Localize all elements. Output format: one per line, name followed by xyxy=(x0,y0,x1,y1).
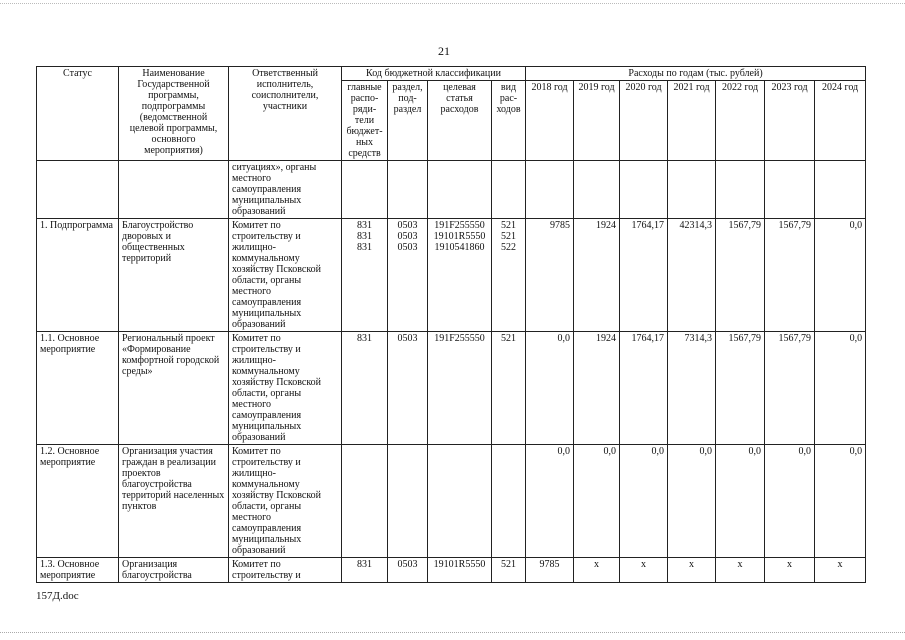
scan-edge-top xyxy=(0,3,905,4)
header-target: целевая статья расходов xyxy=(428,81,492,161)
cell-kind: 521 xyxy=(492,332,526,445)
cell-status: 1. Подпрограмма xyxy=(37,219,119,332)
cell-year-value: 9785 xyxy=(526,219,574,332)
cell-year-value: x xyxy=(668,558,716,583)
header-grbs: главные распо- ряди- тели бюджет- ных средств xyxy=(342,81,388,161)
cell-grbs xyxy=(342,161,388,219)
cell-year-value: 0,0 xyxy=(574,445,620,558)
cell-grbs xyxy=(342,445,388,558)
cell-year-value xyxy=(765,161,815,219)
cell-year-value: 0,0 xyxy=(716,445,765,558)
cell-grbs: 831 xyxy=(342,558,388,583)
cell-year-value: 1567,79 xyxy=(716,332,765,445)
cell-status: 1.3. Основное мероприятие xyxy=(37,558,119,583)
header-name: Наименование Государственной программы, подпрограммы (ведомственной целевой программы, основного мероприятия) xyxy=(119,67,229,161)
cell-year-value: 0,0 xyxy=(815,219,866,332)
cell-target: 19101R5550 xyxy=(428,558,492,583)
cell-year-value: x xyxy=(716,558,765,583)
cell-grbs: 831 831 831 xyxy=(342,219,388,332)
cell-year-value: 1924 xyxy=(574,332,620,445)
cell-executor: Комитет по строительству и жилищно-коммунальному хозяйству Псковской области, органы местного самоуправления муниципальных образований xyxy=(229,332,342,445)
cell-year-value: 9785 xyxy=(526,558,574,583)
table-row xyxy=(37,219,866,332)
header-row-top xyxy=(37,67,866,81)
cell-year-value xyxy=(716,161,765,219)
cell-year-value: 1764,17 xyxy=(620,219,668,332)
cell-name: Организация благоустройства xyxy=(119,558,229,583)
header-year: 2022 год xyxy=(716,81,765,161)
cell-year-value: 0,0 xyxy=(526,332,574,445)
cell-year-value: 0,0 xyxy=(765,445,815,558)
cell-executor: ситуациях», органы местного самоуправления муниципальных образований xyxy=(229,161,342,219)
footer-filename: 157Д.doc xyxy=(36,590,79,602)
cell-kind: 521 521 522 xyxy=(492,219,526,332)
cell-target: 191F255550 19101R5550 1910541860 xyxy=(428,219,492,332)
table-row xyxy=(37,332,866,445)
page-number: 21 xyxy=(438,44,450,58)
cell-name xyxy=(119,161,229,219)
header-expenses: Расходы по годам (тыс. рублей) xyxy=(526,67,866,81)
cell-year-value: 1764,17 xyxy=(620,332,668,445)
header-executor: Ответственный исполнитель, соисполнители, участники xyxy=(229,67,342,161)
cell-year-value xyxy=(526,161,574,219)
header-year: 2018 год xyxy=(526,81,574,161)
cell-year-value: x xyxy=(620,558,668,583)
cell-status: 1.1. Основное мероприятие xyxy=(37,332,119,445)
scan-edge-bottom xyxy=(0,632,905,633)
cell-year-value: 7314,3 xyxy=(668,332,716,445)
table-row xyxy=(37,445,866,558)
cell-year-value xyxy=(668,161,716,219)
cell-grbs: 831 xyxy=(342,332,388,445)
cell-year-value: 1567,79 xyxy=(765,219,815,332)
cell-status xyxy=(37,161,119,219)
cell-year-value xyxy=(620,161,668,219)
cell-year-value: 0,0 xyxy=(815,332,866,445)
cell-kind xyxy=(492,161,526,219)
header-section: раздел, под- раздел xyxy=(388,81,428,161)
cell-year-value: 1567,79 xyxy=(716,219,765,332)
cell-status: 1.2. Основное мероприятие xyxy=(37,445,119,558)
header-year: 2019 год xyxy=(574,81,620,161)
cell-section: 0503 xyxy=(388,558,428,583)
cell-kind: 521 xyxy=(492,558,526,583)
cell-year-value: x xyxy=(574,558,620,583)
cell-year-value xyxy=(574,161,620,219)
header-budget-code: Код бюджетной классификации xyxy=(342,67,526,81)
header-year: 2024 год xyxy=(815,81,866,161)
header-year: 2020 год xyxy=(620,81,668,161)
cell-executor: Комитет по строительству и жилищно-коммунальному хозяйству Псковской области, органы местного самоуправления муниципальных образований xyxy=(229,219,342,332)
cell-executor: Комитет по строительству и xyxy=(229,558,342,583)
cell-year-value: x xyxy=(815,558,866,583)
cell-name: Благоустройство дворовых и общественных территорий xyxy=(119,219,229,332)
budget-table xyxy=(36,66,866,583)
cell-name: Региональный проект «Формирование комфортной городской среды» xyxy=(119,332,229,445)
cell-year-value xyxy=(815,161,866,219)
cell-target xyxy=(428,445,492,558)
table-row xyxy=(37,161,866,219)
cell-year-value: 0,0 xyxy=(815,445,866,558)
header-year: 2023 год xyxy=(765,81,815,161)
header-status: Статус xyxy=(37,67,119,161)
cell-year-value: 1924 xyxy=(574,219,620,332)
cell-year-value: 0,0 xyxy=(620,445,668,558)
cell-year-value: 1567,79 xyxy=(765,332,815,445)
table-row xyxy=(37,558,866,583)
cell-section: 0503 xyxy=(388,332,428,445)
cell-section: 0503 0503 0503 xyxy=(388,219,428,332)
header-kind: вид рас- ходов xyxy=(492,81,526,161)
cell-name: Организация участия граждан в реализации проектов благоустройства территорий населенных пунктов xyxy=(119,445,229,558)
cell-target: 191F255550 xyxy=(428,332,492,445)
cell-section xyxy=(388,445,428,558)
cell-executor: Комитет по строительству и жилищно-коммунальному хозяйству Псковской области, органы местного самоуправления муниципальных образований xyxy=(229,445,342,558)
cell-year-value: x xyxy=(765,558,815,583)
cell-section xyxy=(388,161,428,219)
cell-target xyxy=(428,161,492,219)
cell-year-value: 0,0 xyxy=(668,445,716,558)
cell-year-value: 42314,3 xyxy=(668,219,716,332)
cell-year-value: 0,0 xyxy=(526,445,574,558)
cell-kind xyxy=(492,445,526,558)
header-year: 2021 год xyxy=(668,81,716,161)
